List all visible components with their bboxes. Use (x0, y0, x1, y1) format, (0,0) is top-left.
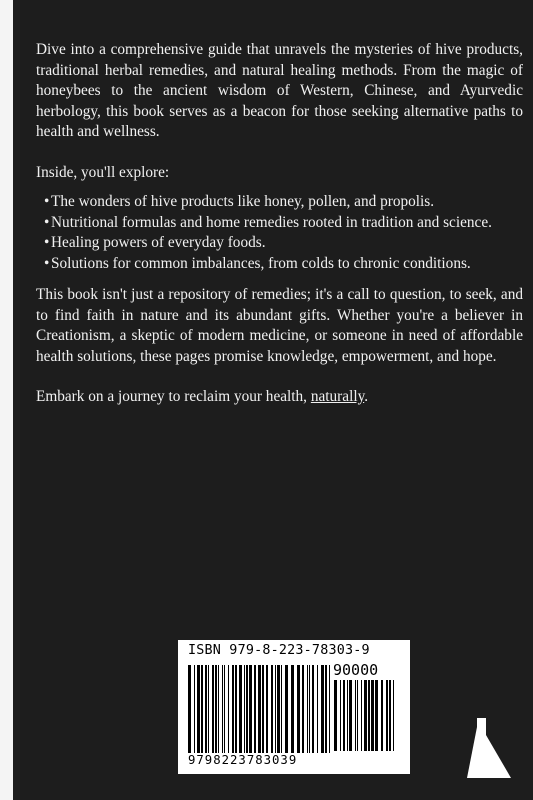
barcode-bar (357, 680, 358, 751)
isbn-barcode (178, 640, 410, 774)
barcode-bar (254, 665, 256, 753)
barcode-bar (266, 665, 268, 753)
price-code: 90000 (333, 661, 379, 679)
barcode-bar (389, 680, 391, 751)
barcode-bar (201, 665, 203, 753)
barcode-bar (343, 680, 345, 751)
barcode-bar (371, 680, 374, 751)
barcode-bar (218, 665, 219, 753)
left-edge-stripe (0, 0, 13, 800)
barcode-bar (277, 665, 280, 753)
barcode-bar (212, 665, 214, 753)
barcode-bar (262, 665, 264, 753)
barcode-bar (224, 665, 225, 753)
back-cover (13, 0, 533, 800)
isbn-label: ISBN 979-8-223-78303-9 (188, 643, 370, 658)
addon-bars (334, 680, 396, 751)
barcode-bar (235, 665, 237, 753)
barcode-bar (228, 665, 229, 753)
barcode-bar (381, 680, 383, 751)
ean-bars (188, 665, 330, 753)
closing-line: Embark on a journey to reclaim your health, naturally. (36, 388, 369, 405)
barcode-bar (249, 665, 252, 753)
barcode-bar (317, 665, 318, 753)
barcode-bar (239, 665, 242, 753)
bullet-mark: • (44, 213, 50, 231)
bullet-mark: • (44, 254, 50, 272)
barcode-bar (232, 665, 234, 753)
bullet-mark: • (44, 193, 50, 210)
barcode-bar (325, 665, 327, 753)
bullet-mark: • (44, 234, 50, 251)
blurb-text (36, 40, 523, 408)
barcode-bar (297, 665, 300, 753)
barcode-bar (349, 680, 352, 751)
barcode-bar (271, 665, 273, 753)
list-item: • The wonders of hive products like honey, pollen, and propolis. (44, 192, 523, 213)
intro-paragraph: Dive into a comprehensive guide that unravels the mysteries of hive products, traditional herbal remedies, and natural healing methods. From the magic of honeybees to the ancient wisdom of Western, Chinese, and Ayurvedic herbology, this book serves as a beacon for those seeking alternative paths to health and wellness. (36, 41, 523, 140)
list-item: • Solutions for common imbalances, from colds to chronic conditions. (44, 254, 523, 275)
barcode-bar (329, 665, 330, 753)
barcode-bar (285, 665, 288, 753)
barcode-bar (246, 665, 248, 753)
barcode-bar (258, 665, 261, 753)
barcode-bar (281, 665, 282, 753)
faith-paragraph: This book isn't just a repository of remedies; it's a call to question, to seek, and to find faith in nature and its abundant gifts. Whether you're a believer in Creationism, a skeptic of modern medicine, or someone in need of affordable health solutions, these pages promise knowledge, empowerment, and hope. (36, 286, 523, 365)
barcode-bar (275, 665, 276, 753)
naturally-underlined: naturally (310, 388, 365, 405)
barcode-bar (340, 680, 341, 751)
barcode-bar (205, 665, 207, 753)
barcode-bar (222, 665, 223, 753)
barcode-bar (188, 665, 191, 753)
publisher-logo-icon (461, 715, 513, 781)
barcode-bar (368, 680, 370, 751)
barcode-bar (347, 680, 348, 751)
barcode-bar (361, 680, 362, 751)
barcode-bar (208, 665, 209, 753)
barcode-bar (312, 665, 314, 753)
barcode-bar (355, 680, 356, 751)
barcode-bar (386, 680, 388, 751)
barcode-bar (334, 680, 337, 751)
barcode-bar (244, 665, 245, 753)
ean-digits: 9798223783039 (188, 753, 298, 767)
barcode-bar (309, 665, 310, 753)
list-item: • Healing powers of everyday foods. (44, 233, 523, 254)
barcode-bar (215, 665, 217, 753)
barcode-bar (197, 665, 200, 753)
barcode-bar (291, 665, 294, 753)
barcode-bar (321, 665, 324, 753)
barcode-bar (307, 665, 308, 753)
barcode-bar (375, 680, 378, 751)
list-item: • Nutritional formulas and home remedies rooted in tradition and science. (44, 213, 523, 234)
barcode-bar (302, 665, 304, 753)
barcode-bar (194, 665, 195, 753)
barcode-bar (364, 680, 367, 751)
explore-intro: Inside, you'll explore: (36, 163, 170, 181)
barcode-bar (393, 680, 394, 751)
feature-list (36, 192, 523, 274)
